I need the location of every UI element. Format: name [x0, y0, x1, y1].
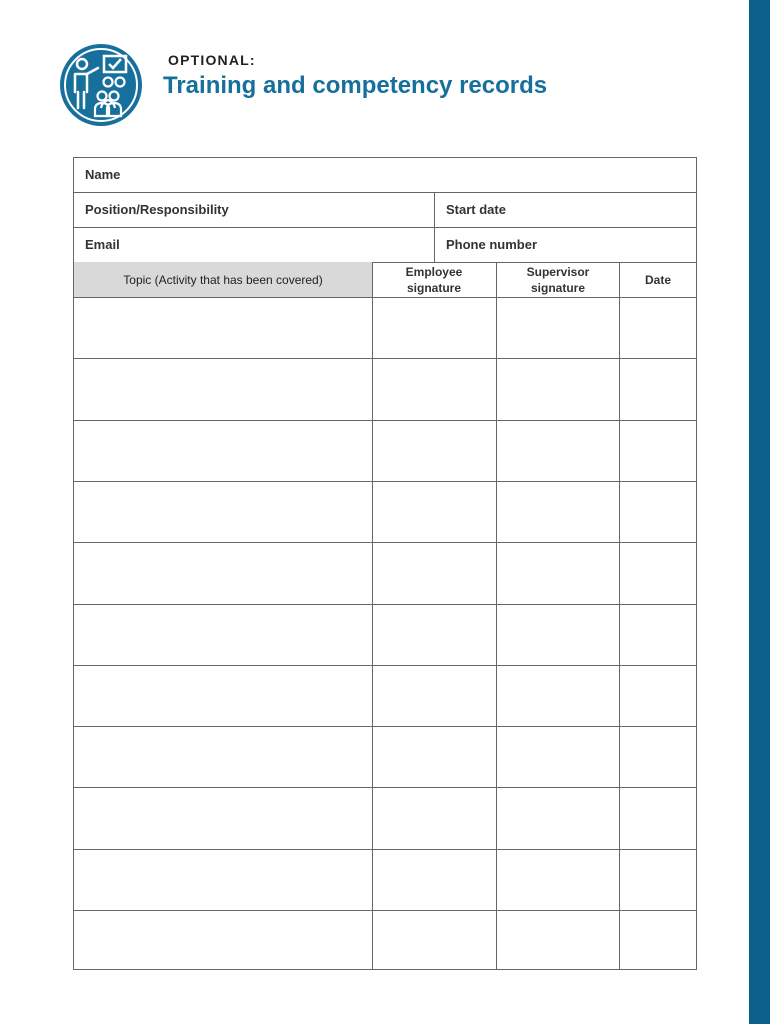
name-field[interactable] [74, 158, 696, 192]
topic-cell[interactable] [74, 543, 372, 602]
employee-signature-cell[interactable] [373, 482, 496, 541]
topic-cell[interactable] [74, 911, 372, 970]
supervisor-signature-cell[interactable] [497, 359, 619, 418]
phone-field[interactable] [435, 228, 696, 262]
employee-signature-cell[interactable] [373, 421, 496, 480]
employee-signature-cell[interactable] [373, 359, 496, 418]
supervisor-signature-cell[interactable] [497, 788, 619, 847]
supervisor-signature-cell[interactable] [497, 543, 619, 602]
employee-signature-cell[interactable] [373, 788, 496, 847]
date-cell[interactable] [620, 482, 695, 541]
topic-cell[interactable] [74, 605, 372, 664]
topic-cell[interactable] [74, 359, 372, 418]
optional-label: OPTIONAL: [168, 52, 256, 68]
employee-signature-cell[interactable] [373, 727, 496, 786]
topic-cell[interactable] [74, 788, 372, 847]
topic-cell[interactable] [74, 666, 372, 725]
supervisor-signature-cell[interactable] [497, 850, 619, 909]
date-cell[interactable] [620, 359, 695, 418]
topic-cell[interactable] [74, 298, 372, 357]
date-cell[interactable] [620, 543, 695, 602]
phone-label: Phone number [446, 237, 538, 252]
supervisor-signature-cell[interactable] [497, 298, 619, 357]
column-header-supervisor-signature: Supervisor signature [526, 264, 590, 295]
date-cell[interactable] [620, 788, 695, 847]
email-field[interactable] [74, 228, 435, 262]
date-cell[interactable] [620, 666, 695, 725]
email-label: Email [85, 237, 120, 252]
date-cell[interactable] [620, 850, 695, 909]
position-field[interactable] [74, 193, 435, 227]
column-header-topic: Topic (Activity that has been covered) [123, 272, 323, 287]
date-cell[interactable] [620, 605, 695, 664]
employee-signature-cell[interactable] [373, 911, 496, 970]
training-record-form [73, 157, 697, 970]
employee-signature-cell[interactable] [373, 605, 496, 664]
start-date-field[interactable] [435, 193, 696, 227]
employee-signature-cell[interactable] [373, 850, 496, 909]
column-header-employee-signature: Employee signature [405, 264, 463, 295]
topic-cell[interactable] [74, 727, 372, 786]
supervisor-signature-cell[interactable] [497, 666, 619, 725]
employee-signature-cell[interactable] [373, 543, 496, 602]
column-header-date: Date [644, 272, 671, 287]
topic-cell[interactable] [74, 482, 372, 541]
employee-signature-cell[interactable] [373, 666, 496, 725]
supervisor-signature-cell[interactable] [497, 727, 619, 786]
topic-cell[interactable] [74, 421, 372, 480]
date-cell[interactable] [620, 421, 695, 480]
supervisor-signature-cell[interactable] [497, 482, 619, 541]
topic-cell[interactable] [74, 850, 372, 909]
page-title: Training and competency records [163, 72, 548, 99]
supervisor-signature-cell[interactable] [497, 605, 619, 664]
trainer-with-group-icon [58, 42, 144, 128]
start-date-label: Start date [446, 202, 506, 217]
column-divider [434, 193, 435, 262]
supervisor-signature-cell[interactable] [497, 911, 619, 970]
name-label: Name [85, 167, 121, 182]
date-cell[interactable] [620, 298, 695, 357]
employee-signature-cell[interactable] [373, 298, 496, 357]
position-label: Position/Responsibility [85, 202, 229, 217]
supervisor-signature-cell[interactable] [497, 421, 619, 480]
date-cell[interactable] [620, 911, 695, 970]
side-accent-bar [749, 0, 770, 1024]
date-cell[interactable] [620, 727, 695, 786]
